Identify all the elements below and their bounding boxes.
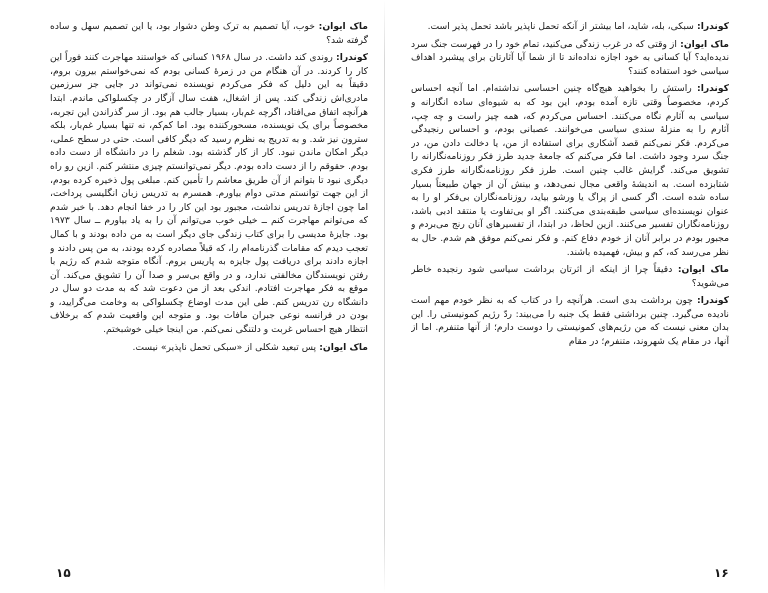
speaker-label: کوندرا: [336,52,368,64]
speaker-label: ماک ایوان: [680,38,729,50]
paragraph-text: سبکی، بله، شاید، اما بیشتر از آنکه تحمل ناپذیر باشد تحمل پذیر است. [427,21,694,32]
paragraph [411,38,729,79]
paragraph-text: چون برداشت بدی است. هرآنچه را در کتاب که به نظر خودم مهم است نادیده می‌گیرد. چنین برداشتی فقط یک جنبه را می‌بیند: ردّ رژیم کمونیستی را. این بدان معنی نیست که من رژیم‌های کمونیستی را دوست دارم؛ از آنها متنفرم. اما از آنها، در مقام یک شهروند، متنفرم؛ در مقام [411,295,729,348]
right-page-number: ۱۶ [714,566,729,580]
speaker-label: ماک ایوان: [318,21,368,32]
paragraph-text: پس تبعید شکلی از «سبکی تحمل ناپذیر» نیست. [132,341,317,353]
paragraph-text: روندی کند داشت. در سال ۱۹۶۸ کسانی که خواستند مهاجرت کنند فوراً این کار را کردند. در آن هنگام من در زمرهٔ کسانی بودم که نمی‌خواستم بیرون بروم، دقیقاً به این دلیل که فکر می‌کردم نویسنده نمی‌تواند در جایی جز سرزمین مادری‌اش زندگی کند. پس از اشغال، هفت سال آزگار در چکسلواکی ماندم. ابتدا هرآنچه اتفاق می‌افتاد، اگرچه غم‌بار، بسیار جالب هم بود. از سر گذراندن این تجربه، مخصوصاً برای یک نویسنده، مسحورکننده بود. اما کم‌کم، نه تنها بسیار غم‌بار، بلکه سترون نیز شد. و به تدریج به نظرم رسید که دیگر کافی است. حتی در سطح عملی، دیگر امکان ماندن نبود. کار از کار گذشته بود. شغلم را در دانشگاه از دست داده بودم. حقوقم را از دست داده بودم. دیگر نمی‌توانستم چیزی منتشر کنم. ازین رو راه دیگری نبود تا بتوانم از آن طریق معاشم را تأمین کنم. مبلغی پول ذخیره کرده بودم، از این جهت توانستم مدتی دوام بیاورم. همسرم به تدریس زبان انگلیسی پرداخت، اما چون اجازهٔ تدریس نداشت، مجبور بود این کار را در خفا انجام دهد. با خبر شدم که می‌توانم مهاجرت کنم ــ خیلی خوب می‌توانم آن را به یاد بیاورم ــ سال ۱۹۷۳ بود. جایزهٔ مدیسی را برای کتاب زندگی جای دیگر است به من داده بودند و با کمال تعجب دیدم که مقامات گذرنامه‌ام را، که قبلاً مصادره کرده بودند، به من پس دادند و اجازه دادند برای دریافت پول جایزه به پاریس بروم. آنگاه متوجه شدم که رژیم با رفتن نویسندگان مخالفتی ندارد، و در واقع بی‌سر و صدا آن را تشویق می‌کند. آن موقع به فکر مهاجرت افتادم. اندکی بعد از من دعوت شد که به مدت دو سال در دانشگاه رن تدریس کنم. طی این مدت اوضاع چکسلواکی به وخامت می‌گرایید، و بودن در فرانسه نوعی جبران مافات بود. و متوجه این واقعیت شدم که برخلاف انتظار هیچ احساس غربت و دلتنگی نمی‌کنم. من اینجا خیلی خوشبختم. [50,52,368,336]
paragraph-text: راستش را بخواهید هیچ‌گاه چنین احساسی نداشته‌ام. اما آنچه احساس کردم، مخصوصاً وقتی تازه آمده بودم، این بود که به شیوه‌ای ساده انگارانه و سیاسی به آثارم نگاه می‌کنند. احساس می‌کردم که، همه چیز راست و چه چپ، آثارم را به منزلهٔ سندی سیاسی می‌خوانند. عصبانی بودم، و احساس رنجیدگی می‌کردم. فکر نمی‌کنم قصد آشکاری برای استفاده از من، یا دخالت دادن من، در جنگ سرد وجود داشت. اما فکر می‌کنم که جامعهٔ جدید طرز فکر روزنامه‌نگارانه را تشویق می‌کند. گرایش غالب چنین است. طرز فکر روزنامه‌نگارانه طرز فکری شتابزده است. به اندیشهٔ واقعی مجال نمی‌دهد، و بینش آن از جهان طبیعتاً بسیار ساده شده است. اگر کسی از پراگ یا ورشو بیاید، روزنامه‌نگاران بی‌فکر او را به عنوان نویسنده‌ای سیاسی طبقه‌بندی می‌کنند. اگر او بی‌تفاوت یا منتقد ادبی باشد، روزنامه‌نگاران تفسیر می‌کنند. ازین لحاظ، در ابتدا، از تفسیرهای آنان رنج می‌بردم و مجبور بودم در برابر آنان از خودم دفاع کنم. و فکر نمی‌کنم موفق هم شدم. حال به نظر می‌رسد که، کم و بیش، فهمیده باشند. [411,83,729,258]
left-page-number: ۱۵ [56,566,71,580]
paragraph [411,263,729,290]
paragraph-text: از وقتی که در غرب زندگی می‌کنید، تمام خود را در فهرست جنگ سرد ندیده‌اید؟ آیا کسانی به خود اجازه نداده‌اند تا از شما آیا آثارتان برای پیشبرد اهداف سیاسی خود استفاده کنند؟ [411,38,729,77]
speaker-label: ماک ایوان: [319,341,368,353]
paragraph [50,341,368,355]
page-gutter [384,0,385,593]
right-page [411,20,729,568]
paragraph [50,20,368,47]
paragraph-text: دقیقاً چرا از اینکه از اثرتان برداشت سیاسی شود رنجیده خاطر می‌شوید؟ [411,264,729,289]
paragraph-text: خوب، آیا تصمیم به ترک وطن دشوار بود، یا این تصمیم سهل و ساده گرفته شد؟ [50,21,368,46]
paragraph [411,82,729,259]
left-page [50,20,368,568]
speaker-label: کوندرا: [697,83,729,95]
paragraph [411,20,729,34]
speaker-label: کوندرا: [697,21,729,32]
paragraph [411,294,729,348]
speaker-label: ماک ایوان: [677,264,729,276]
speaker-label: کوندرا: [697,295,729,307]
paragraph [50,51,368,336]
